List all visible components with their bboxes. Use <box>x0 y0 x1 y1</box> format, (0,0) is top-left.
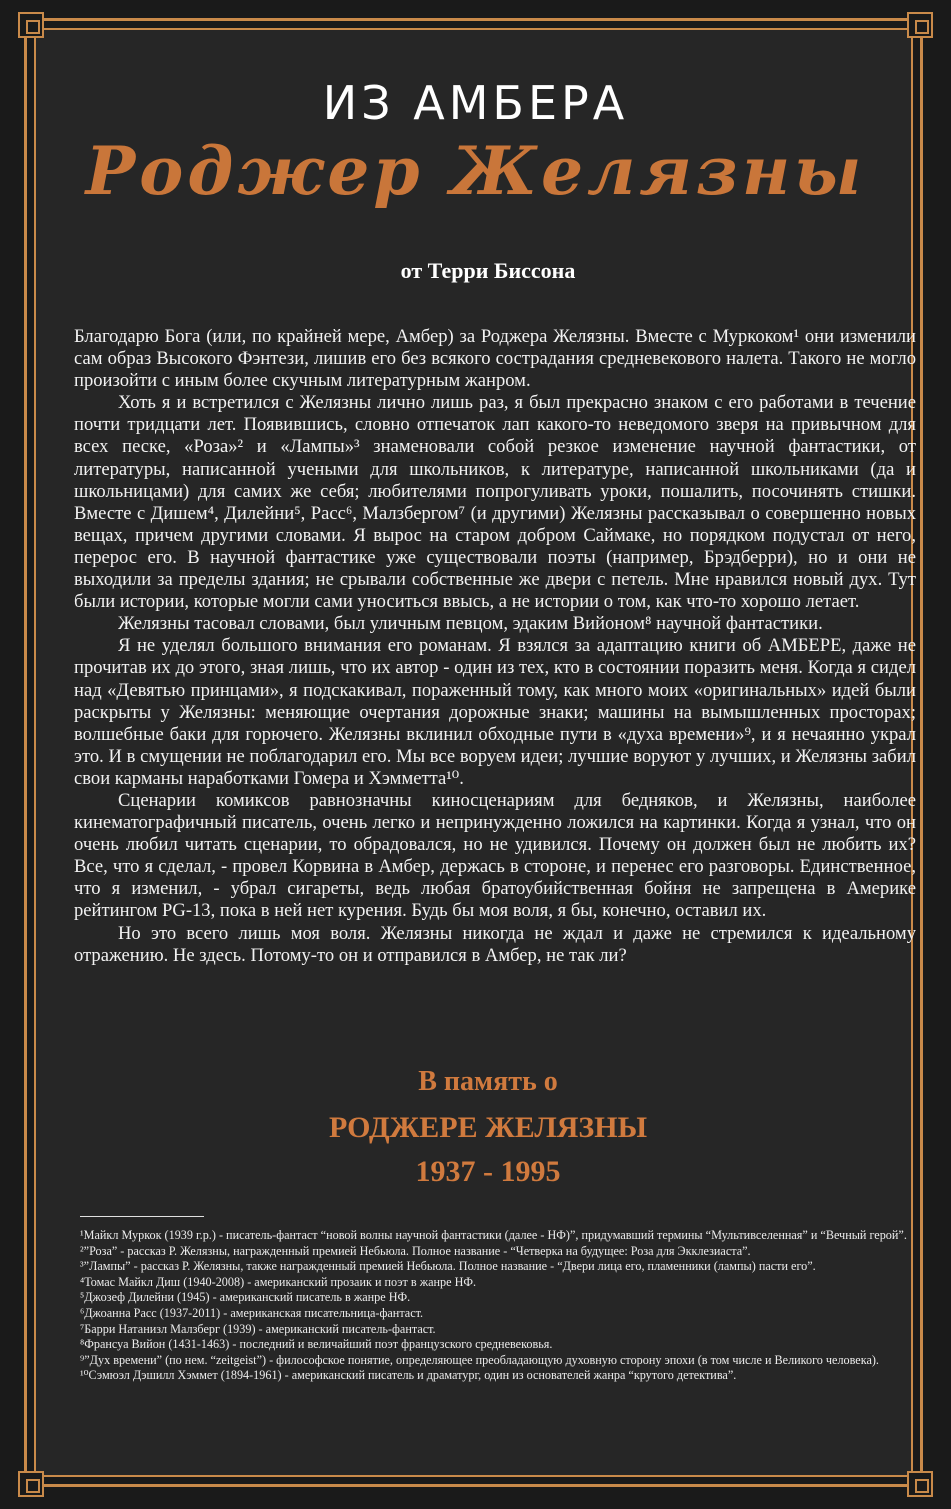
footnote: ¹Майкл Муркок (1939 г.р.) - писатель-фантаст “новой волны научной фантастики (далее - НФ)”, придумавший термины “Мультивселенная” и “Вечный герой”. <box>80 1228 907 1242</box>
footnote: ²”Роза” - рассказ Р. Желязны, награжденный премией Небьюла. Полное название - “Четверка на будущее: Роза для Экклезиаста”. <box>80 1243 751 1258</box>
footnote: ⁴Томас Майкл Диш (1940-2008) - американский прозаик и поэт в жанре НФ. <box>80 1274 477 1289</box>
paragraph: Благодарю Бога (или, по крайней мере, Амбер) за Роджера Желязны. Вместе с Муркоком¹ они изменили сам образ Высокого Фэнтези, лишив его без всякого сострадания средневекового налета. Такого не могло произойти с иным более скучным литературным жанром. <box>74 326 916 392</box>
corner-ornament-bottom-right <box>907 1471 933 1497</box>
memorial-years: 1937 - 1995 <box>415 1155 561 1188</box>
author-name-script: Роджер Желязны <box>85 132 866 210</box>
footnote: ⁵Джозеф Дилейни (1945) - американский писатель в жанре НФ. <box>80 1290 411 1305</box>
paragraph: Желязны тасовал словами, был уличным певцом, эдаким Вийоном⁸ научной фантастики. <box>118 613 823 635</box>
paragraph: Хоть я и встретился с Желязны лично лишь раз, я был прекрасно знаком с его работами в течение почти тридцати лет. Появившись, словно отпечаток лап какого-то неведомого зверя на привычном для всех песке, «Роза»² и «Лампы»³ знаменовали собой резкое изменение научной фантастики, от литературы, написанной учеными для школьников, к литературе, написанной школьниками (да и школьницами) для самих же себя; любителями попрогуливать уроки, пошалить, посочинять стишки. Вместе с Дишем⁴, Дилейни⁵, Расс⁶, Малзбергом⁷ (и другими) Желязны рассказывал о совершенно новых вещах, причем другими словами. Я вырос на старом добром Саймаке, но порядком подустал от него, перерос его. В научной фантастике уже существовали поэты (например, Брэдберри), но и они не выходили за пределы здания; не срывали собственные же двери с петель. Мне нравился новый дух. Тут были истории, которые могли сами уноситься ввысь, а не истории о том, как что-то хорошо летает. <box>74 392 916 613</box>
corner-ornament-top-left <box>18 12 44 38</box>
footnote-divider <box>80 1216 204 1217</box>
footnotes <box>80 1228 910 1384</box>
footnote: ⁹”Дух времени” (по нем. “zeitgeist”) - философское понятие, определяющее преобладающую духовную сторону эпохи (в том числе и Великого человека). <box>80 1352 879 1367</box>
corner-ornament-top-right <box>907 12 933 38</box>
paragraph: Я не уделял большого внимания его романам. Я взялся за адаптацию книги об АМБЕРЕ, даже не прочитав их до этого, зная лишь, что их автор - один из тех, кто в состоянии поразить меня. Когда я сидел над «Девятью принцами», я подскакивал, пораженный тому, как много моих «оригинальных» идей были раскрыты у Желязны: меняющие очертания дорожные знаки; машины на вымышленных просторах; волшебные баки для горючего. Желязны вклинил обходные пути в «духа времени»⁹, и я нечаянно украл это. И в смущении не поблагодарил его. Мы все воруем идеи; лучшие воруют у лучших, и Желязны забил свои карманы наработками Гомера и Хэмметта¹⁰. <box>74 635 916 789</box>
footnote: ³”Лампы” - рассказ Р. Желязны, также награжденный премией Небьюла. Полное название - “Двери лица его, пламенники (лампы) пасти его”. <box>80 1259 816 1274</box>
memorial-name: РОДЖЕРЕ ЖЕЛЯЗНЫ <box>328 1111 648 1144</box>
memorial-line-1: В память о <box>418 1066 558 1097</box>
paragraph: Сценарии комиксов равнозначны киносценариям для бедняков, и Желязны, наиболее кинематографичный писатель, очень легко и непринужденно ложился на картинки. Когда я узнал, что он очень любил читать сценарии, то обрадовался, но не удивился. Почему он должен был не любить их? Все, что я сделал, - провел Корвина в Амбер, держась в стороне, и перенес его разговоры. Единственное, что я изменил, - убрал сигареты, ведь любая братоубийственная бойня не запрещена в Америке рейтингом PG-13, пока в ней нет курения. Будь бы моя воля, я бы, конечно, оставил их. <box>74 789 916 922</box>
byline: от Терри Биссона <box>400 258 576 283</box>
footnote: ⁸Франсуа Вийон (1431-1463) - последний и величайший поэт французского средневековья. <box>80 1337 553 1352</box>
page-title: ИЗ АМБЕРА <box>322 76 629 130</box>
footnote: ⁶Джоанна Расс (1937-2011) - американская писательница-фантаст. <box>80 1305 424 1320</box>
paragraph: Но это всего лишь моя воля. Желязны никогда не ждал и даже не стремился к идеальному отражению. Не здесь. Потому-то он и отправился в Амбер, не так ли? <box>74 922 916 966</box>
corner-ornament-bottom-left <box>18 1471 44 1497</box>
article-body <box>74 326 916 967</box>
footnote: ⁷Барри Натанизл Малзберг (1939) - американский писатель-фантаст. <box>80 1321 436 1336</box>
footnote: ¹⁰Сэмюэл Дэшилл Хэммет (1894-1961) - американский писатель и драматург, один из основателей жанра “крутого детектива”. <box>80 1368 737 1383</box>
